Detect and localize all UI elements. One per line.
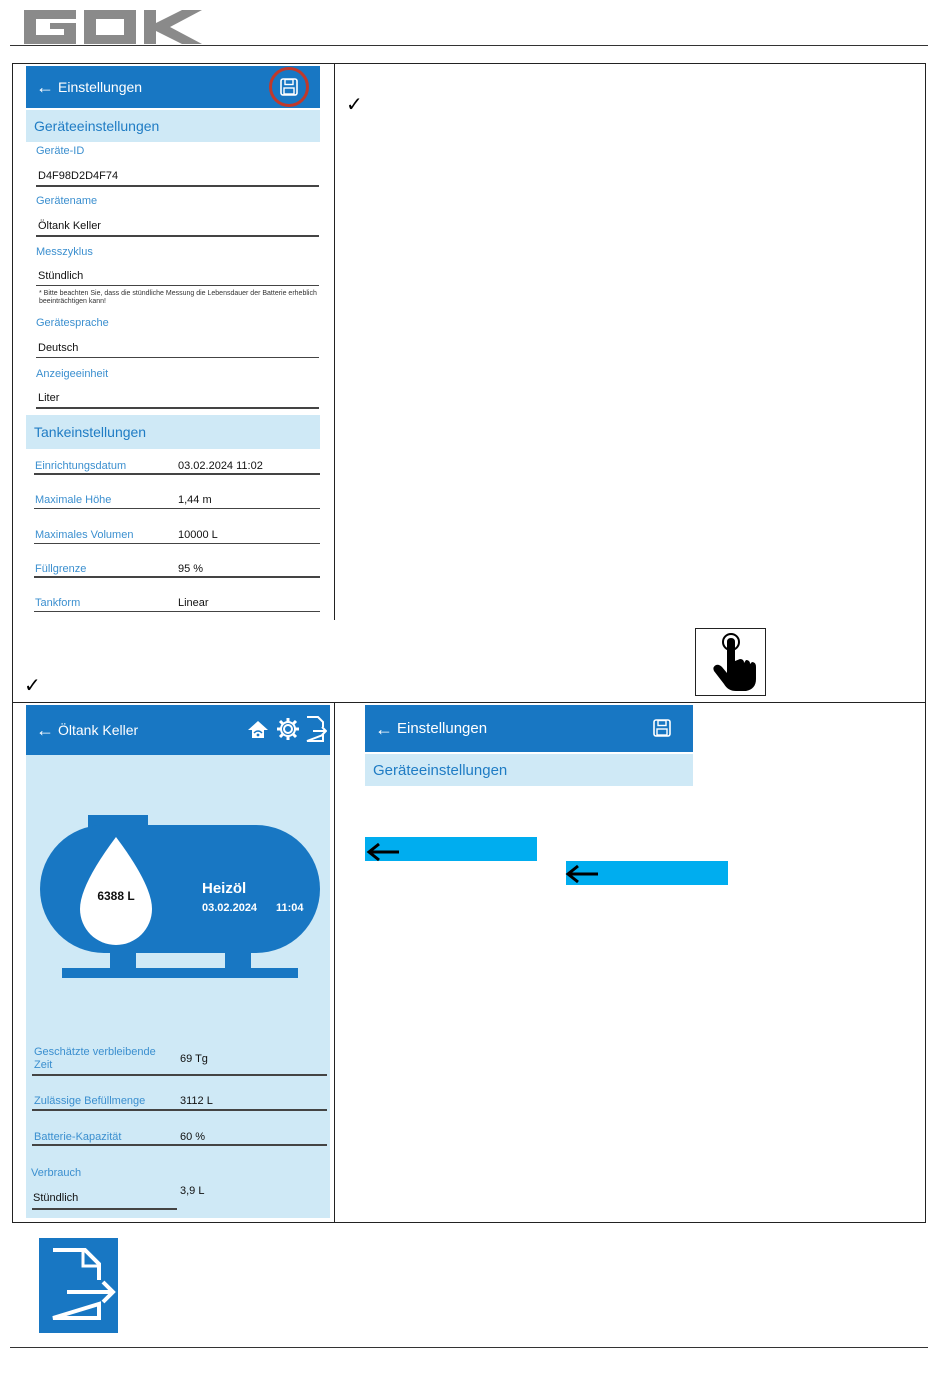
measure-cycle-select[interactable]: Stündlich [38, 270, 84, 282]
field-label-measure-cycle: Messzyklus [36, 246, 93, 258]
row-underline [32, 1144, 327, 1146]
arrow-left-icon [564, 863, 600, 885]
remaining-time-label: Geschätzte verbleibende Zeit [34, 1046, 156, 1071]
field-underline [34, 508, 320, 509]
allowed-fill-label: Zulässige Befüllmenge [34, 1095, 146, 1107]
dashboard-app-bar [26, 705, 330, 755]
gear-icon[interactable] [276, 717, 300, 741]
settings-preview-app-bar [365, 705, 693, 752]
home-wifi-icon[interactable] [246, 718, 270, 740]
field-label-setup-date: Einrichtungsdatum [35, 460, 127, 472]
fill-limit-value[interactable]: 95 % [178, 563, 204, 575]
max-volume-value[interactable]: 10000 L [178, 529, 218, 541]
header-divider [10, 45, 928, 46]
back-arrow-icon[interactable]: ← [375, 718, 393, 739]
row-divider [12, 702, 926, 703]
max-height-value[interactable]: 1,44 m [178, 494, 212, 506]
unit-select[interactable]: Liter [38, 392, 60, 404]
field-label-fill-limit: Füllgrenze [35, 563, 87, 575]
tank-settings-header: Tankeinstellungen [26, 415, 320, 449]
settings-preview-section: Geräteeinstellungen [365, 754, 693, 786]
reading-time: 11:04 [276, 902, 304, 914]
footer-divider [10, 1347, 928, 1348]
save-icon[interactable] [653, 719, 671, 737]
tank-dashboard [26, 705, 330, 1218]
field-label-unit: Anzeigeeinheit [36, 368, 109, 380]
field-underline [34, 611, 320, 612]
tank-shape-select[interactable]: Linear [178, 597, 209, 609]
field-label-tank-shape: Tankform [35, 597, 81, 609]
save-highlight-circle [269, 67, 309, 107]
fuel-type: Heizöl [202, 880, 247, 897]
field-underline [36, 235, 319, 237]
field-underline [36, 357, 319, 358]
allowed-fill-value: 3112 L [180, 1095, 213, 1107]
consumption-period-select[interactable]: Stündlich [33, 1192, 79, 1204]
consumption-value: 3,9 L [180, 1185, 205, 1197]
device-settings-header: Geräteeinstellungen [26, 110, 320, 142]
field-label-max-volume: Maximales Volumen [35, 529, 134, 541]
battery-value: 60 % [180, 1131, 206, 1143]
field-underline [34, 543, 320, 544]
column-divider-top [334, 63, 335, 620]
settings-title: Einstellungen [58, 79, 143, 95]
remaining-time-value: 69 Tg [180, 1053, 208, 1065]
settings-preview-title: Einstellungen [397, 720, 488, 737]
field-underline [36, 285, 319, 286]
tap-gesture-icon [695, 628, 766, 696]
settings-screen [26, 66, 320, 620]
field-label-device-name: Gerätename [36, 195, 98, 207]
field-underline [34, 473, 320, 475]
device-name-input[interactable]: Öltank Keller [38, 220, 101, 232]
field-label-device-id: Geräte-ID [36, 145, 85, 157]
field-label-max-height: Maximale Höhe [35, 494, 112, 506]
field-underline [36, 407, 319, 409]
check-mark-icon: ✓ [24, 673, 41, 697]
language-select[interactable]: Deutsch [38, 342, 79, 354]
logout-icon[interactable] [305, 715, 327, 743]
back-arrow-icon[interactable]: ← [36, 720, 54, 740]
consumption-label: Verbrauch [31, 1167, 82, 1179]
battery-label: Batterie-Kapazität [34, 1131, 122, 1143]
arrow-left-icon [365, 841, 401, 863]
row-underline [32, 1208, 177, 1210]
check-mark-icon: ✓ [346, 92, 363, 116]
settings-app-bar [26, 66, 320, 108]
tank-level: 6388 L [97, 889, 135, 903]
device-id-value: D4F98D2D4F74 [38, 170, 119, 182]
back-arrow-icon[interactable]: ← [36, 77, 54, 97]
reading-date: 03.02.2024 [202, 902, 258, 914]
gok-logo [24, 10, 202, 44]
row-underline [32, 1109, 327, 1111]
field-underline [36, 185, 319, 187]
cycle-battery-note: * Bitte beachten Sie, dass die stündliche Messung die Lebensdauer der Batterie erheblich beeinträchtigen kann! [39, 290, 317, 305]
column-divider-bottom [334, 702, 335, 1223]
row-underline [32, 1074, 327, 1076]
setup-date-value[interactable]: 03.02.2024 11:02 [178, 460, 263, 472]
field-underline [34, 576, 320, 578]
logout-large-icon [39, 1238, 118, 1333]
field-label-language: Gerätesprache [36, 317, 109, 329]
dashboard-title: Öltank Keller [58, 722, 139, 738]
